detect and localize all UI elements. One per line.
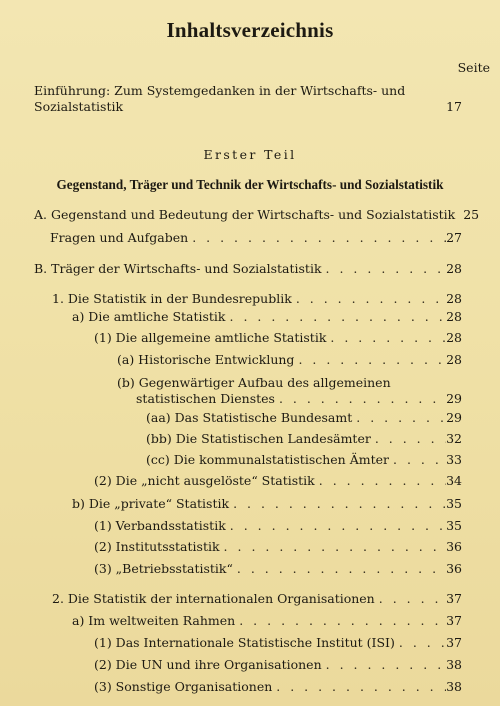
toc-entry-text: (2) Die UN und ihre Organisationen [94, 657, 322, 672]
toc-entry-text: (3) „Betriebsstatistik“ [94, 561, 233, 576]
toc-page-number: 17 [446, 99, 462, 114]
leader-dots [188, 230, 446, 245]
toc-page-number: 28 [446, 352, 462, 367]
toc-entry [50, 230, 462, 245]
toc-entry-text: B. Träger der Wirtschafts- und Sozialstatistik [34, 261, 322, 276]
toc-entry [94, 473, 462, 488]
leader-dots [294, 352, 446, 367]
toc-entry-text: A. Gegenstand und Bedeutung der Wirtschafts- und Sozialstatistik [34, 207, 456, 222]
toc-page-number: 36 [446, 539, 462, 554]
toc-entry [34, 207, 480, 222]
toc-entry [146, 410, 462, 425]
toc-page-number: 29 [446, 391, 462, 406]
toc-entry [94, 330, 462, 345]
leader-dots [389, 452, 446, 467]
leader-dots [220, 539, 447, 554]
toc-entry-text: a) Im weltweiten Rahmen [72, 613, 236, 628]
toc-entry-text: (bb) Die Statistischen Landesämter [146, 431, 371, 446]
toc-page-number: 38 [446, 657, 462, 672]
leader-dots [229, 496, 446, 511]
toc-entry-text: (3) Sonstige Organisationen [94, 679, 273, 694]
leader-dots [226, 309, 447, 324]
page-column-header: Seite [457, 60, 490, 75]
toc-page-number: 29 [446, 410, 462, 425]
toc-entry-text: a) Die amtliche Statistik [72, 309, 226, 324]
toc-entry [94, 657, 462, 672]
toc-page-number: 35 [446, 518, 462, 533]
toc-entry [72, 309, 462, 324]
toc-entry-text: b) Die „private“ Statistik [72, 496, 230, 511]
toc-entry-text: (1) Das Internationale Statistische Institut (ISI) [94, 635, 395, 650]
toc-entry [94, 679, 462, 694]
page-title: Inhaltsverzeichnis [166, 18, 334, 42]
toc-entry-text: statistischen Dienstes [136, 391, 275, 406]
toc-page-number: 38 [446, 679, 462, 694]
toc-page-number: 28 [446, 291, 462, 306]
toc-entry [52, 591, 462, 606]
leader-dots [233, 561, 446, 576]
toc-entry [72, 613, 462, 628]
toc-entry [94, 539, 462, 554]
leader-dots [322, 657, 446, 672]
toc-entry-text: (1) Die allgemeine amtliche Statistik [94, 330, 327, 345]
leader-dots [371, 431, 446, 446]
leader-dots [235, 613, 446, 628]
toc-entry [136, 391, 462, 406]
toc-page-number: 37 [446, 613, 462, 628]
intro-line-1: Einführung: Zum Systemgedanken in der Wirtschafts- und [34, 83, 406, 98]
leader-dots [226, 518, 446, 533]
toc-entry [117, 352, 462, 367]
leader-dots [326, 330, 446, 345]
toc-page-number: 32 [446, 431, 462, 446]
toc-page-number: 35 [446, 496, 462, 511]
toc-entry [146, 452, 462, 467]
toc-page-number: 34 [446, 473, 462, 488]
toc-page-number: 27 [446, 230, 462, 245]
toc-entry-text: Fragen und Aufgaben [50, 230, 189, 245]
toc-page-number: 28 [446, 261, 462, 276]
part-label: Erster Teil [203, 147, 297, 162]
toc-entry-text: 1. Die Statistik in der Bundesrepublik [52, 291, 292, 306]
toc-entry [34, 261, 462, 276]
toc-entry-text: (cc) Die kommunalstatistischen Ämter [146, 452, 389, 467]
toc-entry-text: 2. Die Statistik der internationalen Organisationen [52, 591, 375, 606]
toc-page-number: 25 [463, 207, 480, 222]
toc-entry [146, 431, 462, 446]
toc-entry [94, 635, 462, 650]
leader-dots [395, 635, 446, 650]
toc-entry-text: Sozialstatistik [34, 99, 124, 114]
leader-dots [275, 391, 446, 406]
toc-page-number: 37 [446, 591, 462, 606]
toc-page-number: 28 [446, 330, 462, 345]
leader-dots [322, 261, 447, 276]
toc-entry-text: (a) Historische Entwicklung [117, 352, 295, 367]
leader-dots [352, 410, 446, 425]
toc-entry-text: (1) Verbandsstatistik [94, 518, 226, 533]
toc-page-number: 37 [446, 635, 462, 650]
toc-entry-text: (b) Gegenwärtiger Aufbau des allgemeinen [117, 375, 391, 390]
toc-page-number: 36 [446, 561, 462, 576]
toc-entry [52, 291, 462, 306]
toc-entry-text: (2) Institutsstatistik [94, 539, 220, 554]
leader-dots [375, 591, 446, 606]
part-title: Gegenstand, Träger und Technik der Wirtschafts- und Sozialstatistik [56, 177, 444, 192]
toc-entry [94, 561, 462, 576]
toc-entry-text: (2) Die „nicht ausgelöste“ Statistik [94, 473, 315, 488]
leader-dots [292, 291, 446, 306]
toc-entry-text: (aa) Das Statistische Bundesamt [146, 410, 353, 425]
toc-entry-intro [34, 99, 462, 114]
toc-entry [117, 375, 462, 390]
leader-dots [315, 473, 446, 488]
toc-page-number: 33 [446, 452, 462, 467]
toc-entry [72, 496, 462, 511]
toc-entry [94, 518, 462, 533]
leader-dots [272, 679, 446, 694]
toc-page-number: 28 [446, 309, 462, 324]
